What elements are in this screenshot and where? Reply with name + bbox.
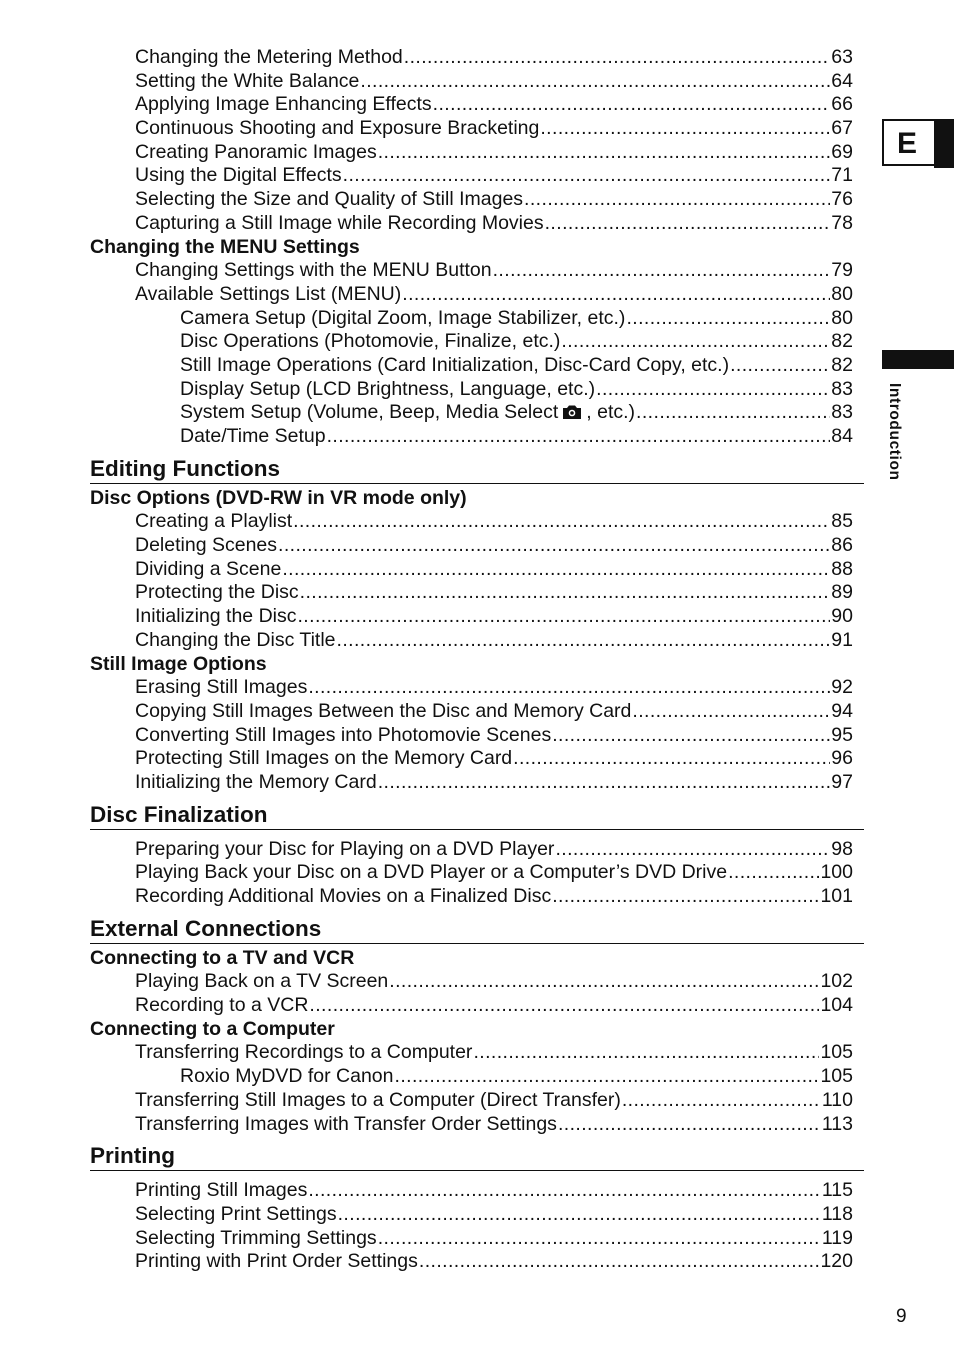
toc-entry-title-text: Using the Digital Effects	[135, 164, 342, 187]
toc-entry[interactable]	[90, 141, 864, 165]
toc-entry-title-text: Protecting the Disc	[135, 581, 299, 604]
toc-entry-title-text: Dividing a Scene	[135, 557, 282, 580]
toc-entry-page: 119	[821, 1226, 853, 1249]
dot-leader	[300, 581, 831, 605]
toc-entry-page: 86	[831, 534, 853, 557]
toc-entry[interactable]	[90, 93, 864, 117]
toc-entry-title-text: Date/Time Setup	[180, 425, 326, 447]
toc-entry-title	[135, 581, 299, 605]
toc-entry-page: 82	[831, 330, 853, 353]
toc-entry-page: 97	[831, 770, 853, 793]
toc-entry-title	[135, 724, 551, 748]
section-heading: Editing Functions	[90, 455, 864, 484]
dot-leader	[395, 1065, 820, 1089]
dot-leader	[561, 330, 830, 354]
toc-entry-title	[135, 164, 342, 188]
toc-entry-title	[135, 70, 359, 94]
toc-entry[interactable]	[90, 558, 864, 582]
toc-entry-page: 113	[821, 1112, 853, 1135]
dot-leader	[419, 1250, 820, 1274]
toc-entry-title-text: Available Settings List (MENU)	[135, 282, 402, 305]
dot-leader	[552, 885, 819, 909]
toc-entry-title-text: Creating Panoramic Images	[135, 140, 377, 163]
toc-entry-title-text: Copying Still Images Between the Disc and Memory Card	[135, 699, 632, 722]
dot-leader	[493, 259, 831, 283]
toc-entry-title	[135, 141, 377, 165]
dot-leader	[378, 1227, 821, 1251]
toc-entry-title	[135, 970, 388, 994]
toc-entry-title	[180, 330, 560, 354]
toc-entry-page: 76	[831, 188, 853, 211]
toc-entry-page: 94	[831, 699, 853, 722]
toc-entry[interactable]	[90, 581, 864, 605]
toc-entry-page: 88	[831, 557, 853, 580]
toc-entry-title-text: Preparing your Disc for Playing on a DVD Player	[135, 837, 555, 860]
toc-entry-title-text: Printing with Print Order Settings	[135, 1250, 418, 1273]
toc-entry[interactable]	[90, 771, 864, 795]
dot-leader	[730, 354, 830, 378]
toc-entry-page: 83	[831, 401, 853, 424]
toc-entry-page: 71	[831, 164, 853, 187]
toc-entry-title	[135, 534, 277, 558]
toc-entry[interactable]	[90, 1113, 864, 1137]
toc-entry-title	[180, 1065, 394, 1089]
toc-entry-page: 105	[820, 1065, 853, 1088]
toc-entry[interactable]	[90, 838, 864, 862]
toc-entry-page: 64	[831, 69, 853, 92]
toc-entry-title-text: Printing Still Images	[135, 1179, 308, 1202]
toc-entry[interactable]	[90, 188, 864, 212]
dot-leader	[433, 93, 831, 117]
toc-entry-title	[135, 1041, 472, 1065]
dot-leader	[626, 307, 830, 331]
toc-entry-title-text: Transferring Images with Transfer Order Settings	[135, 1112, 557, 1135]
toc-entry-page: 115	[821, 1179, 853, 1202]
toc-entry-title	[135, 838, 554, 862]
toc-entry[interactable]	[90, 700, 864, 724]
toc-entry-title	[180, 378, 595, 402]
toc-entry-page: 83	[831, 377, 853, 400]
toc-entry-title-text: Selecting the Size and Quality of Still Images	[135, 188, 524, 211]
dot-leader	[338, 1203, 821, 1227]
toc-entry-title-text: Changing Settings with the MENU Button	[135, 259, 492, 282]
toc-entry[interactable]	[90, 629, 864, 653]
dot-leader	[473, 1041, 819, 1065]
toc-entry[interactable]	[90, 283, 864, 307]
toc-entry-title-text: Capturing a Still Image while Recording Movies	[135, 211, 544, 234]
toc-entry-page: 118	[821, 1202, 853, 1225]
toc-entry[interactable]	[90, 994, 864, 1018]
toc-entry-title-text: Transferring Still Images to a Computer (Direct Transfer)	[135, 1088, 621, 1111]
toc-entry[interactable]	[90, 605, 864, 629]
toc-entry-page: 80	[831, 306, 853, 329]
toc-entry[interactable]	[90, 259, 864, 283]
toc-entry-page: 84	[831, 425, 853, 447]
toc-entry-page: 110	[821, 1088, 853, 1111]
toc-entry[interactable]	[90, 70, 864, 94]
toc-entry-title	[135, 1113, 557, 1137]
dot-leader	[545, 212, 831, 236]
toc-entry[interactable]	[90, 1089, 864, 1113]
toc-entry[interactable]	[90, 747, 864, 771]
toc-entry-title-text: Playing Back on a TV Screen	[135, 970, 389, 993]
toc-entry-title	[135, 1179, 307, 1203]
dot-leader	[728, 861, 819, 885]
toc-entry-page: 90	[831, 605, 853, 628]
toc-entry[interactable]	[90, 212, 864, 236]
toc-entry[interactable]	[90, 970, 864, 994]
toc-entry-title	[135, 117, 539, 141]
toc-entry[interactable]	[90, 1203, 864, 1227]
toc-entry[interactable]	[90, 378, 864, 402]
toc-entry-page: 82	[831, 353, 853, 376]
toc-entry-title	[135, 558, 281, 582]
subsection-heading: Connecting to a Computer	[90, 1017, 335, 1040]
toc-entry-page: 78	[831, 211, 853, 234]
toc-entry-title-text: Selecting Print Settings	[135, 1202, 337, 1225]
toc-entry-page: 91	[831, 628, 853, 651]
toc-entry-page: 67	[831, 117, 853, 140]
dot-leader	[552, 724, 830, 748]
toc-entry[interactable]	[90, 401, 864, 425]
toc-entry-title-text: Changing the Disc Title	[135, 628, 336, 651]
toc-entry[interactable]	[90, 1250, 864, 1274]
toc-entry-title	[135, 1203, 337, 1227]
toc-entry-title-text: Deleting Scenes	[135, 534, 278, 557]
toc-entry-title-text: Initializing the Memory Card	[135, 770, 377, 793]
toc-entry-title-suffix: , etc.)	[586, 401, 636, 424]
toc-entry-title-text: Playing Back your Disc on a DVD Player or a Computer’s DVD Drive	[135, 861, 728, 884]
toc-entry-page: 98	[831, 837, 853, 860]
dot-leader	[297, 605, 830, 629]
toc-entry-page: 63	[831, 46, 853, 68]
toc-entry[interactable]	[90, 425, 864, 449]
toc-entry-title	[135, 1250, 418, 1274]
section-heading: Disc Finalization	[90, 801, 864, 830]
toc-entry-page: 66	[831, 93, 853, 116]
toc-entry-title-text: Recording Additional Movies on a Finalized Disc	[135, 885, 552, 907]
toc-entry-title	[180, 401, 635, 425]
toc-entry-title-text: Continuous Shooting and Exposure Bracketing	[135, 117, 540, 140]
toc-entry-title	[135, 1089, 621, 1113]
section-heading: External Connections	[90, 915, 864, 944]
toc-entry-title-text: Applying Image Enhancing Effects	[135, 93, 432, 116]
toc-entry-title-text: Display Setup (LCD Brightness, Language, etc.)	[180, 377, 596, 400]
toc-entry[interactable]	[90, 1179, 864, 1203]
toc-entry-title-text: System Setup (Volume, Beep, Media Select	[180, 401, 559, 424]
dot-leader	[337, 629, 831, 653]
toc-entry[interactable]	[90, 1041, 864, 1065]
dot-leader	[404, 46, 831, 70]
toc-entry-page: 69	[831, 140, 853, 163]
section-side-label: Introduction	[886, 383, 903, 481]
toc-entry[interactable]	[90, 724, 864, 748]
dot-leader	[389, 970, 819, 994]
toc-entry-title-text: Disc Operations (Photomovie, Finalize, etc.)	[180, 330, 561, 353]
toc-entry-title	[135, 771, 377, 795]
dot-leader	[540, 117, 830, 141]
toc-entry[interactable]	[90, 861, 864, 885]
toc-entry[interactable]	[90, 307, 864, 331]
toc-entry-page: 120	[820, 1250, 853, 1273]
toc-entry-title	[135, 212, 544, 236]
dot-leader	[636, 401, 830, 425]
toc-entry-title-text: Converting Still Images into Photomovie Scenes	[135, 723, 552, 746]
subsection-heading: Changing the MENU Settings	[90, 235, 360, 258]
toc-entry-title	[135, 676, 307, 700]
toc-entry[interactable]	[90, 676, 864, 700]
dot-leader	[622, 1089, 821, 1113]
toc-entry-title	[135, 283, 401, 307]
table-of-contents	[90, 46, 864, 1274]
toc-entry-title	[135, 605, 296, 629]
dot-leader	[343, 164, 831, 188]
toc-entry-title	[135, 93, 432, 117]
toc-entry-page: 89	[831, 581, 853, 604]
toc-entry[interactable]	[90, 46, 864, 70]
section-marker-bar	[882, 350, 954, 369]
dot-leader	[378, 771, 831, 795]
dot-leader	[278, 534, 830, 558]
dot-leader	[558, 1113, 821, 1137]
toc-entry-title-text: Transferring Recordings to a Computer	[135, 1041, 473, 1064]
toc-entry-title	[180, 307, 625, 331]
dot-leader	[378, 141, 831, 165]
section-heading: Printing	[90, 1142, 864, 1171]
toc-entry-title	[135, 700, 631, 724]
toc-entry-title-text: Recording to a VCR	[135, 994, 309, 1017]
dot-leader	[360, 70, 830, 94]
toc-entry[interactable]	[90, 1227, 864, 1251]
subsection-heading: Connecting to a TV and VCR	[90, 946, 355, 969]
dot-leader	[524, 188, 830, 212]
toc-entry-title-text: Initializing the Disc	[135, 605, 297, 628]
dot-leader	[293, 510, 830, 534]
toc-entry-title-text: Protecting Still Images on the Memory Card	[135, 747, 513, 770]
toc-entry[interactable]	[90, 354, 864, 378]
toc-entry-page: 95	[831, 723, 853, 746]
dot-leader	[282, 558, 830, 582]
toc-entry-page: 100	[820, 861, 853, 884]
toc-entry[interactable]	[90, 117, 864, 141]
toc-entry-title-text: Roxio MyDVD for Canon	[180, 1065, 394, 1088]
toc-entry-page: 105	[820, 1041, 853, 1064]
toc-entry-title	[135, 188, 523, 212]
dot-leader	[513, 747, 830, 771]
toc-entry-title-text: Changing the Metering Method	[135, 46, 403, 68]
toc-entry-title-text: Creating a Playlist	[135, 510, 293, 533]
toc-entry-title	[180, 425, 326, 449]
language-tab-bar	[934, 119, 954, 168]
toc-entry[interactable]	[90, 534, 864, 558]
toc-entry-title	[135, 259, 492, 283]
toc-entry-title	[135, 885, 551, 909]
subsection-heading: Still Image Options	[90, 652, 267, 675]
toc-entry-page: 96	[831, 747, 853, 770]
dot-leader	[555, 838, 830, 862]
toc-entry-title-text: Still Image Operations (Card Initialization, Disc-Card Copy, etc.)	[180, 353, 730, 376]
toc-entry-title	[135, 994, 308, 1018]
toc-entry[interactable]	[90, 164, 864, 188]
toc-entry-page: 104	[820, 994, 853, 1017]
toc-entry-page: 80	[831, 282, 853, 305]
toc-entry-page: 102	[820, 970, 853, 993]
dot-leader	[632, 700, 830, 724]
page-number: 9	[896, 1306, 907, 1327]
toc-entry-title	[180, 354, 729, 378]
dot-leader	[402, 283, 830, 307]
toc-entry-page: 92	[831, 676, 853, 699]
toc-entry[interactable]	[90, 885, 864, 909]
toc-entry[interactable]	[90, 510, 864, 534]
toc-entry-title-text: Camera Setup (Digital Zoom, Image Stabilizer, etc.)	[180, 306, 626, 329]
dot-leader	[596, 378, 830, 402]
toc-entry-title	[135, 1227, 377, 1251]
dot-leader	[308, 1179, 821, 1203]
toc-entry-title	[135, 510, 292, 534]
toc-entry-title	[135, 747, 512, 771]
toc-entry-title	[135, 629, 336, 653]
toc-entry-title-text: Selecting Trimming Settings	[135, 1226, 377, 1249]
toc-entry-page: 101	[820, 885, 853, 907]
toc-entry-title	[135, 861, 727, 885]
dot-leader	[309, 994, 819, 1018]
dot-leader	[327, 425, 831, 449]
subsection-heading: Disc Options (DVD-RW in VR mode only)	[90, 486, 467, 509]
toc-entry[interactable]	[90, 1065, 864, 1089]
toc-entry-title-text: Erasing Still Images	[135, 676, 308, 699]
camera-icon	[562, 405, 582, 419]
language-tab-letter: E	[896, 127, 917, 160]
dot-leader	[308, 676, 830, 700]
toc-entry-page: 85	[831, 510, 853, 533]
toc-entry[interactable]	[90, 330, 864, 354]
toc-entry-title	[135, 46, 403, 70]
toc-entry-title-text: Setting the White Balance	[135, 69, 360, 92]
toc-entry-page: 79	[831, 259, 853, 282]
